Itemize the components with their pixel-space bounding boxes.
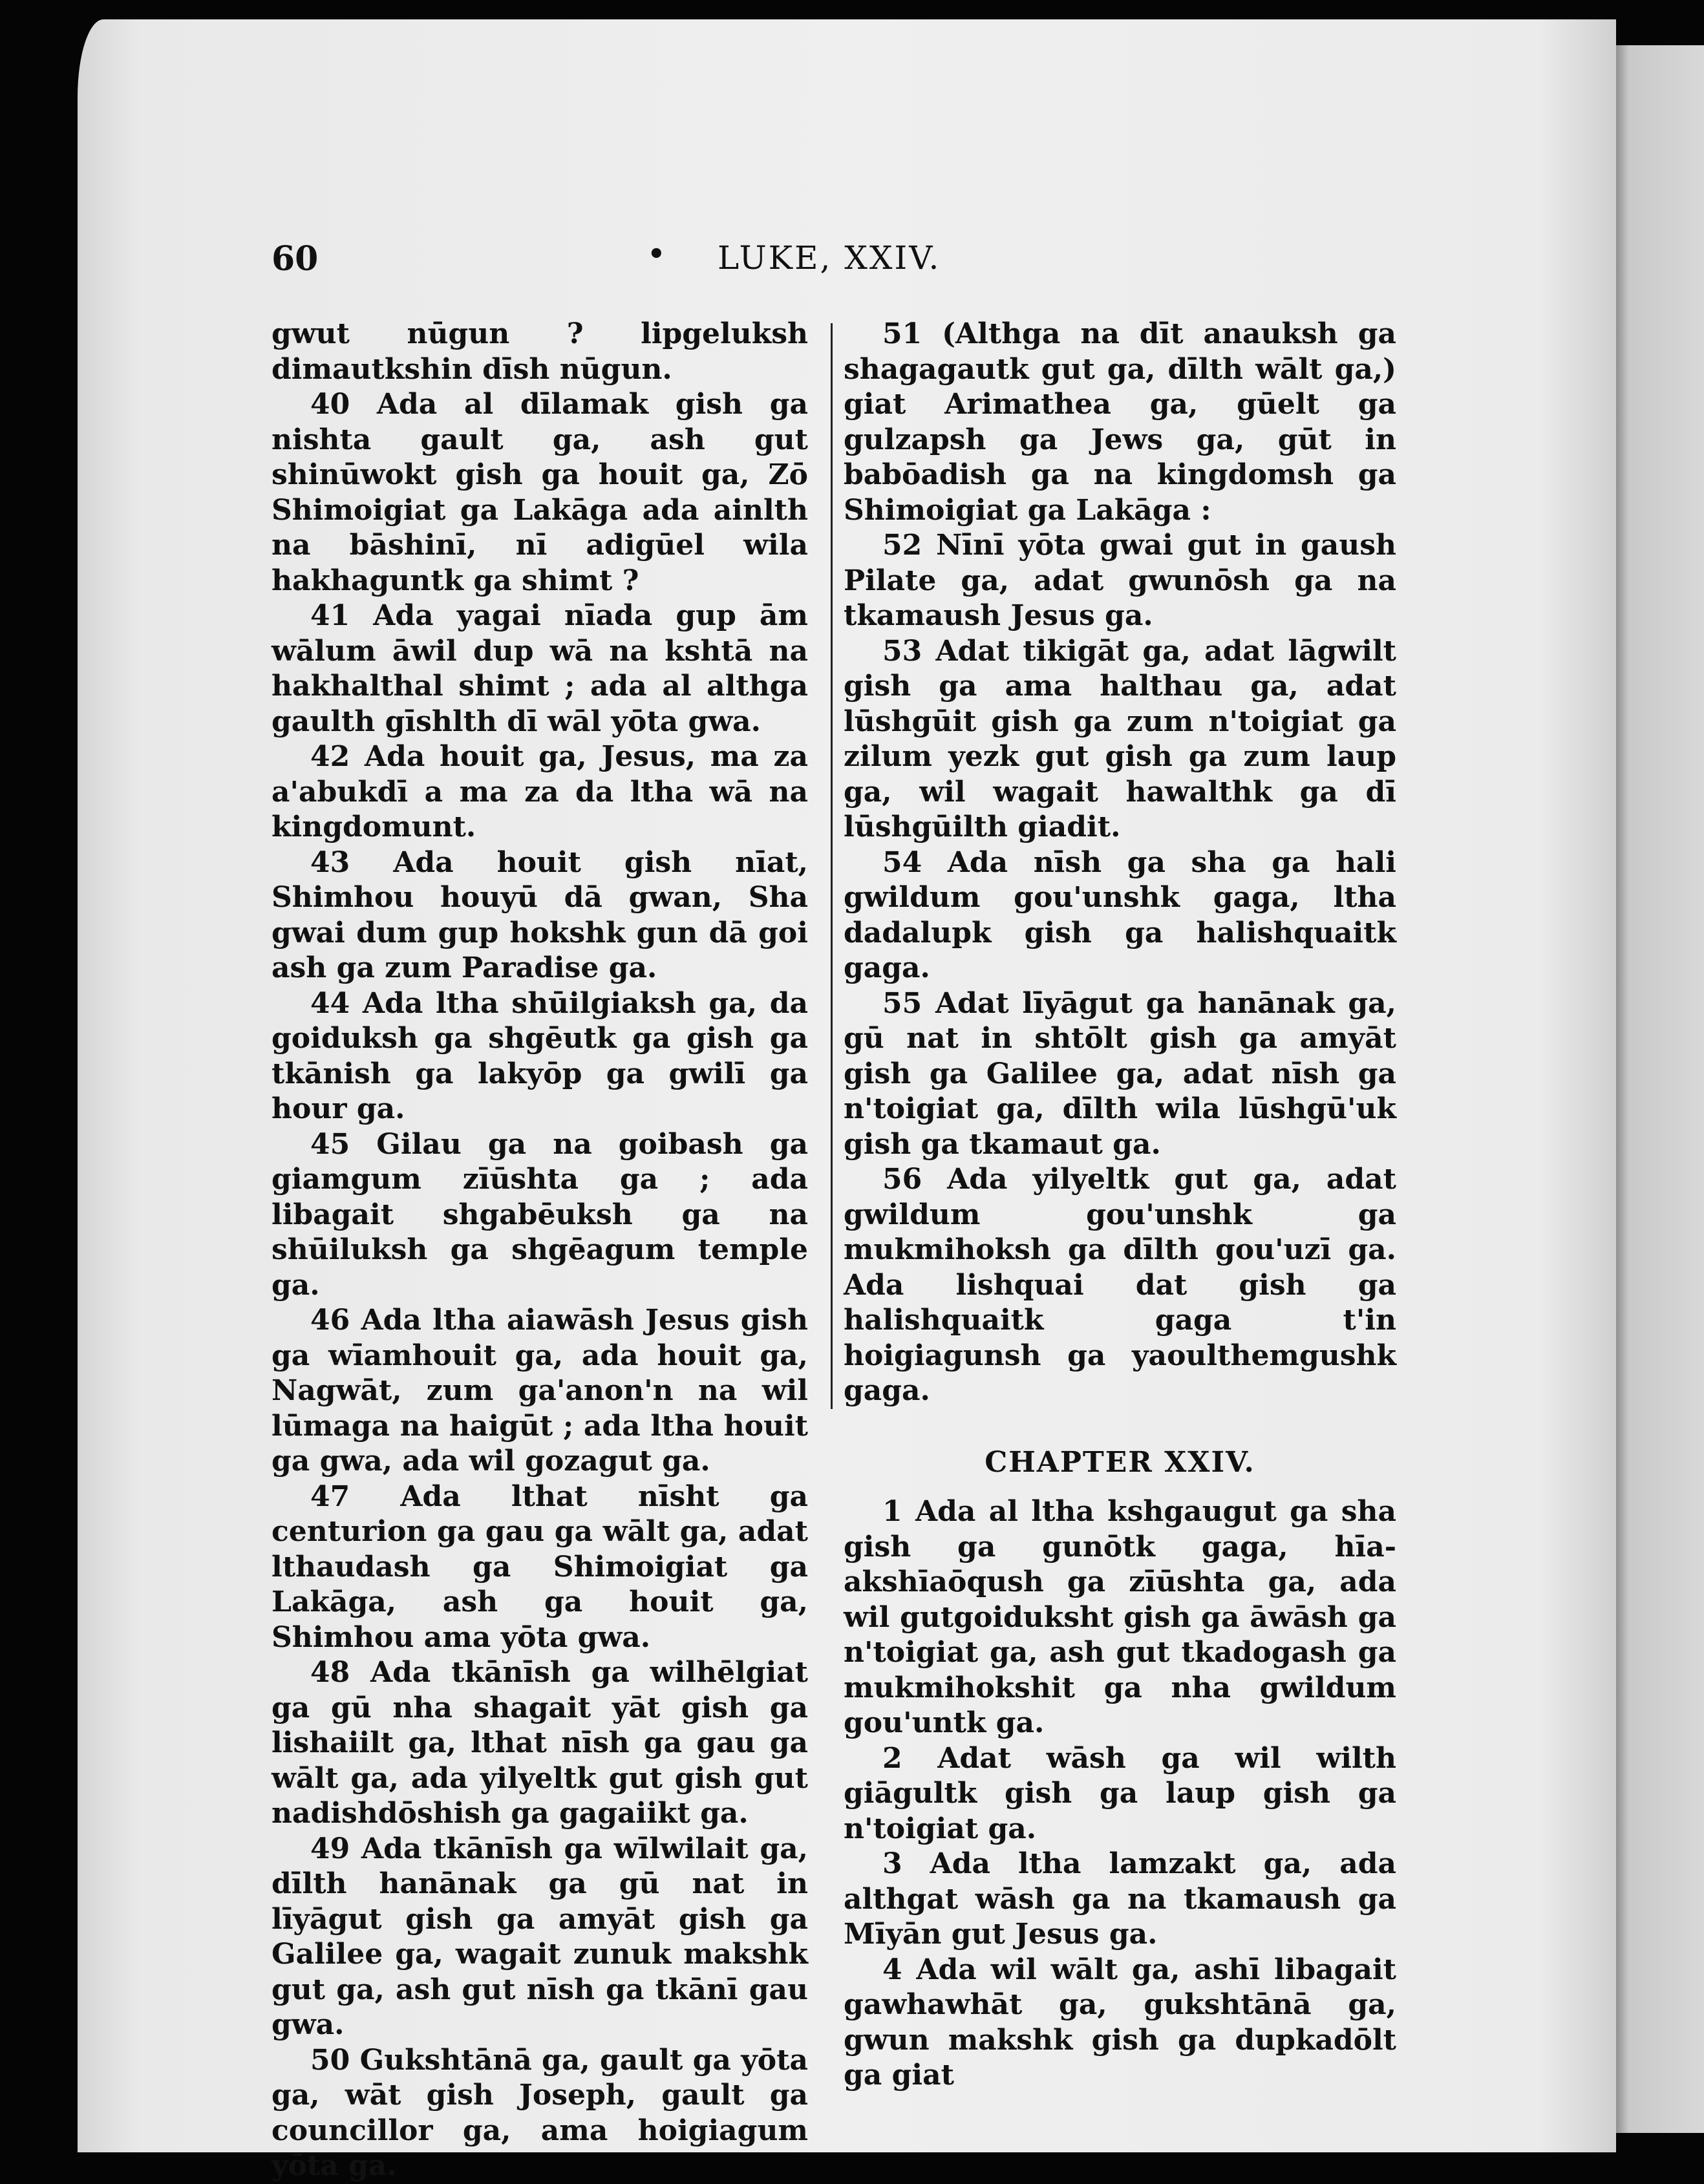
verse-paragraph: 46 Ada ltha aiawāsh Jesus gish ga wīamhouit ga, ada houit ga, Nagwāt, zum ga'anon'n na wil lūmaga na haigūt ; ada ltha houit ga gwa, ada wil gozagut ga. bbox=[272, 1304, 808, 1478]
verse-paragraph: 53 Adat tikigāt ga, adat lāgwilt gish ga ama halthau ga, adat lūshgūit gish ga zum n'toigiat ga zilum yezk gut gish ga zum laup ga, wil wagait hawalthk ga dī lūshgūilth giadit. bbox=[844, 634, 1396, 843]
verse-paragraph: 51 (Althga na dīt anauksh ga shagagautk gut ga, dīlth wālt ga,) giat Arimathea ga, gūelt ga gulzapsh ga Jews ga, gūt in babōadish ga na kingdomsh ga Shimoigiat ga Lakāga : bbox=[844, 317, 1396, 527]
verse-paragraph: 42 Ada houit ga, Jesus, ma za a'abukdī a ma za da ltha wā na kingdomunt. bbox=[272, 740, 808, 843]
verse-paragraph: 45 Gilau ga na goibash ga giamgum zīūshta ga ; ada libagait shgabēuksh ga na shūiluksh ga shgēagum temple ga. bbox=[272, 1127, 808, 1302]
left-column bbox=[272, 317, 808, 2184]
column-divider bbox=[831, 323, 833, 1409]
verse-paragraph: 3 Ada ltha lamzakt ga, ada althgat wāsh ga na tkamaush ga Mīyān gut Jesus ga. bbox=[844, 1847, 1396, 1951]
verse-paragraph: 56 Ada yilyeltk gut ga, adat gwildum gou'unshk ga mukmihoksh ga dīlth gou'uzī ga. Ada lishquai dat gish ga halishquaitk gaga t'in hoigiagunsh ga yaoulthemgushk gaga. bbox=[844, 1163, 1396, 1407]
verse-paragraph: gwut nūgun ? lipgeluksh dimautkshin dīsh nūgun. bbox=[272, 317, 808, 386]
verse-paragraph: 40 Ada al dīlamak gish ga nishta gault ga, ash gut shinūwokt gish ga houit ga, Zō Shimoigiat ga Lakāga ada ainlth na bāshinī, nī adigūel wila hakhaguntk ga shimt ? bbox=[272, 388, 808, 597]
right-column bbox=[844, 317, 1396, 2094]
verse-paragraph: 2 Adat wāsh ga wil wilth giāgultk gish ga laup gish ga n'toigiat ga. bbox=[844, 1741, 1396, 1845]
verse-paragraph: 54 Ada nīsh ga sha ga hali gwildum gou'unshk gaga, ltha dadalupk gish ga halishquaitk gaga. bbox=[844, 845, 1396, 984]
verse-paragraph: 48 Ada tkānīsh ga wilhēlgiat ga gū nha shagait yāt gish ga lishaiilt ga, lthat nīsh ga gau ga wālt ga, ada yilyeltk gut gish gut nadishdōshish ga gagaiikt ga. bbox=[272, 1656, 808, 1830]
verse-paragraph: 41 Ada yagai nīada gup ām wālum āwil dup wā na kshtā na hakhalthal shimt ; ada al althga gaulth gīshlth dī wāl yōta gwa. bbox=[272, 599, 808, 738]
page-number: 60 bbox=[272, 239, 319, 279]
page-header bbox=[272, 235, 1370, 291]
running-title: LUKE, XXIV. bbox=[718, 239, 941, 277]
verse-paragraph: 52 Nīnī yōta gwai gut in gaush Pilate ga, adat gwunōsh ga na tkamaush Jesus ga. bbox=[844, 529, 1396, 632]
verse-paragraph: 47 Ada lthat nīsht ga centurion ga gau ga wālt ga, adat lthaudash ga Shimoigiat ga Lakāga, ash ga houit ga, Shimhou ama yōta gwa. bbox=[272, 1479, 808, 1654]
verse-paragraph: 55 Adat līyāgut ga hanānak ga, gū nat in shtōlt gish ga amyāt gish ga Galilee ga, adat nīsh ga n'toigiat ga, dīlth wila lūshgū'uk gish ga tkamaut ga. bbox=[844, 986, 1396, 1161]
verse-paragraph: 44 Ada ltha shūilgiaksh ga, da goiduksh ga shgēutk ga gish ga tkānish ga lakyōp ga gwilī ga hour ga. bbox=[272, 986, 808, 1125]
verse-paragraph: 50 Gukshtānā ga, gault ga yōta ga, wāt gish Joseph, gault ga councillor ga, ama hoigiagum yōta ga. bbox=[272, 2043, 808, 2182]
verse-paragraph: 1 Ada al ltha kshgaugut ga sha gish ga gunōtk gaga, hīa-akshīaōqush ga zīūshta ga, ada wil gutgoiduksht gish ga āwāsh ga n'toigiat ga, ash gut tkadogash ga mukmihokshit ga nha gwildum gou'untk ga. bbox=[844, 1495, 1396, 1739]
verse-paragraph: 49 Ada tkānīsh ga wīlwilait ga, dīlth hanānak ga gū nat in līyāgut gish ga amyāt gish ga Galilee ga, wagait zunuk makshk gut ga, ash gut nīsh ga tkānī gau gwa. bbox=[272, 1832, 808, 2041]
chapter-heading: CHAPTER XXIV. bbox=[985, 1445, 1255, 1479]
verse-paragraph: 43 Ada houit gish nīat, Shimhou houyū dā gwan, Sha gwai dum gup hokshk gun dā goi ash ga zum Paradise ga. bbox=[272, 845, 808, 984]
verse-paragraph: 4 Ada wil wālt ga, ashī libagait gawhawhāt ga, gukshtānā ga, gwun makshk gish ga dupkadōlt ga giat bbox=[844, 1953, 1396, 2092]
header-dot: • bbox=[646, 235, 666, 274]
